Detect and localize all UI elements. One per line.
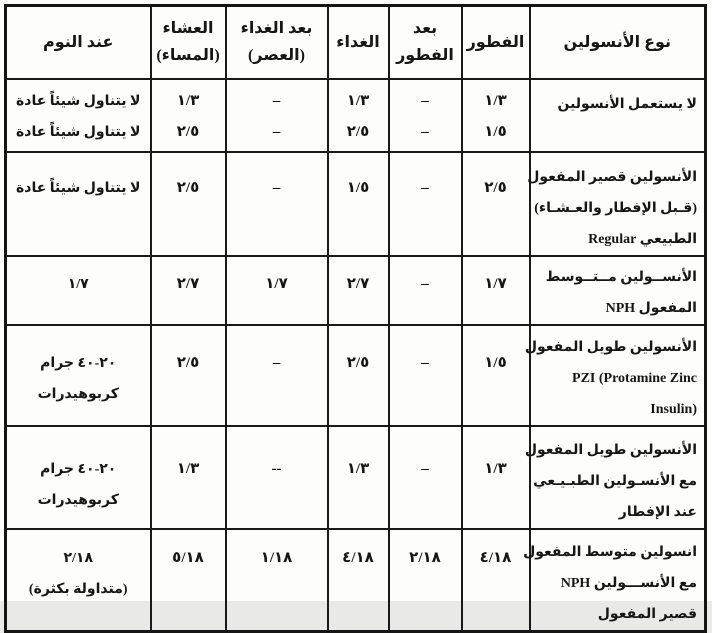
cell-r4-type [524, 325, 706, 426]
cell-r1-after-lunch [226, 79, 328, 152]
header-after-lunch [226, 6, 328, 79]
cell-line: قصير المفعول [597, 606, 697, 622]
cell-line: الأنسولين قصير المفعول [527, 169, 697, 185]
cell-r3-after-breakfast [389, 256, 462, 325]
cell-r6-after-breakfast [389, 529, 462, 632]
cell-line: عند الإفطار [618, 504, 697, 520]
cell-line: ٢/٥ [176, 179, 200, 196]
cell-r5-after-breakfast [389, 426, 462, 529]
cell-r5-lunch [328, 426, 389, 529]
cell-line: ١/٧ [265, 275, 288, 292]
cell-r1-type [530, 79, 706, 152]
cell-r1-lunch [328, 79, 389, 152]
cell-line: ١/٥ [484, 123, 507, 140]
table-row [6, 152, 706, 256]
cell-r2-after-breakfast [389, 152, 462, 256]
cell-line: – [272, 354, 281, 371]
insulin-meal-dose-table [4, 4, 707, 633]
cell-line: الفطور [466, 33, 525, 51]
cell-line: – [272, 179, 281, 196]
cell-r4-breakfast [462, 325, 530, 426]
cell-r4-lunch [328, 325, 389, 426]
cell-line: بعد الغداء [240, 20, 313, 38]
cell-line: الطبيعي Regular [588, 231, 697, 247]
header-type [530, 6, 706, 79]
header-breakfast [462, 6, 530, 79]
cell-line: الفطور [396, 47, 454, 65]
cell-line: ١/٥ [346, 179, 370, 196]
cell-r2-after-lunch [226, 152, 328, 256]
cell-r3-type [530, 256, 706, 325]
cell-r3-dinner [151, 256, 226, 325]
cell-line: مع الأنسـولين الطبـيـعي [533, 473, 697, 489]
header-dinner [151, 6, 226, 79]
cell-line: PZI (Protamine Zinc [572, 370, 697, 386]
cell-line: – [272, 123, 281, 140]
cell-line: -- [271, 460, 282, 477]
cell-line: ١/٣ [484, 460, 507, 477]
cell-line: ٢/٥ [176, 123, 200, 140]
cell-r6-after-lunch [226, 529, 328, 632]
cell-line: (متداولة بكثرة) [28, 581, 128, 597]
cell-line: ١/٣ [346, 92, 370, 109]
cell-line: العشاء [162, 20, 214, 38]
cell-r4-bedtime [6, 325, 151, 426]
cell-line: الأنســولين مــتــوسط [545, 269, 697, 285]
table-row [6, 426, 706, 529]
cell-r1-bedtime [6, 79, 151, 152]
cell-line: – [421, 460, 429, 477]
cell-r3-breakfast [462, 256, 530, 325]
cell-line: ١/٧ [67, 276, 89, 292]
cell-r2-type [527, 152, 706, 256]
cell-line: – [272, 92, 281, 109]
table-row [6, 529, 706, 632]
cell-r6-breakfast [462, 529, 530, 632]
cell-line: ٢/٥ [176, 354, 200, 371]
cell-r1-dinner [151, 79, 226, 152]
cell-line: ٢/٧ [346, 275, 370, 292]
cell-line: – [421, 354, 429, 371]
table-row [6, 325, 706, 426]
cell-line: ٢/١٨ [63, 550, 94, 566]
cell-r3-lunch [328, 256, 389, 325]
cell-line: ٤/١٨ [479, 549, 512, 566]
cell-line: ١/٥ [484, 354, 507, 371]
cell-r1-breakfast [462, 79, 530, 152]
cell-r4-after-breakfast [389, 325, 462, 426]
cell-line: الأنسولين طويل المفعول [524, 339, 697, 355]
cell-line: ٢٠-٤٠ جرام [40, 355, 117, 371]
cell-line: نوع الأنسولين [563, 33, 672, 51]
table-row [6, 79, 706, 152]
cell-line: ٢/١٨ [409, 549, 441, 566]
cell-line: (المساء) [156, 47, 220, 65]
cell-line: ٢/٥ [346, 123, 370, 140]
cell-line: (قـبل الإفطار والعـشـاء) [534, 200, 697, 216]
cell-line: لا يتناول شيئاً عادة [16, 93, 141, 109]
cell-line: لا يتناول شيئاً عادة [16, 180, 141, 196]
cell-r5-dinner [151, 426, 226, 529]
cell-line: ١/١٨ [260, 549, 293, 566]
cell-line: لا يتناول شيئاً عادة [16, 124, 141, 140]
cell-r5-bedtime [6, 426, 151, 529]
cell-line: – [421, 275, 429, 292]
cell-r1-after-breakfast [389, 79, 462, 152]
cell-line: ١/٣ [484, 92, 507, 109]
cell-r5-after-lunch [226, 426, 328, 529]
table-row [6, 256, 706, 325]
cell-line: – [421, 179, 429, 196]
header-bedtime [6, 6, 151, 79]
cell-line: بعد [412, 20, 438, 38]
cell-line: ٤/١٨ [342, 549, 374, 566]
cell-line: ١/٣ [176, 92, 200, 109]
header-after-breakfast [389, 6, 462, 79]
cell-line: كربوهيدرات [37, 386, 119, 402]
cell-r4-dinner [151, 325, 226, 426]
cell-line: المفعول NPH [605, 300, 697, 316]
cell-r5-breakfast [462, 426, 530, 529]
cell-line: – [421, 123, 429, 140]
cell-line: – [421, 92, 429, 109]
cell-line: كربوهيدرات [37, 492, 119, 508]
cell-r2-lunch [328, 152, 389, 256]
cell-line: ٢/٥ [346, 354, 370, 371]
cell-line: ١/٧ [484, 275, 507, 292]
cell-line: مع الأنســـولين NPH [560, 575, 697, 591]
cell-r2-dinner [151, 152, 226, 256]
cell-line: عند النوم [43, 33, 114, 51]
header-lunch [328, 6, 389, 79]
cell-line: (العصر) [248, 47, 305, 65]
cell-r3-bedtime [6, 256, 151, 325]
cell-line: الأنسولين طويل المفعول [524, 442, 697, 458]
cell-r2-breakfast [462, 152, 530, 256]
cell-r4-after-lunch [226, 325, 328, 426]
cell-line: ٢٠-٤٠ جرام [40, 461, 117, 477]
cell-r3-after-lunch [226, 256, 328, 325]
cell-line: لا يستعمل الأنسولين [557, 96, 697, 112]
cell-line: Insulin) [650, 401, 697, 417]
cell-r6-dinner [151, 529, 226, 632]
cell-line: الغداء [336, 33, 380, 51]
cell-line: ١/٣ [176, 460, 200, 477]
cell-r2-bedtime [6, 152, 151, 256]
cell-r5-type [524, 426, 706, 529]
cell-r6-type [523, 529, 706, 632]
cell-line: انسولين متوسط المفعول [523, 544, 697, 560]
cell-line: ١/٣ [346, 460, 370, 477]
cell-line: ٥/١٨ [172, 549, 204, 566]
cell-r6-bedtime [6, 529, 151, 632]
cell-r6-lunch [328, 529, 389, 632]
cell-line: ٢/٧ [176, 275, 200, 292]
cell-line: ٢/٥ [484, 179, 507, 196]
